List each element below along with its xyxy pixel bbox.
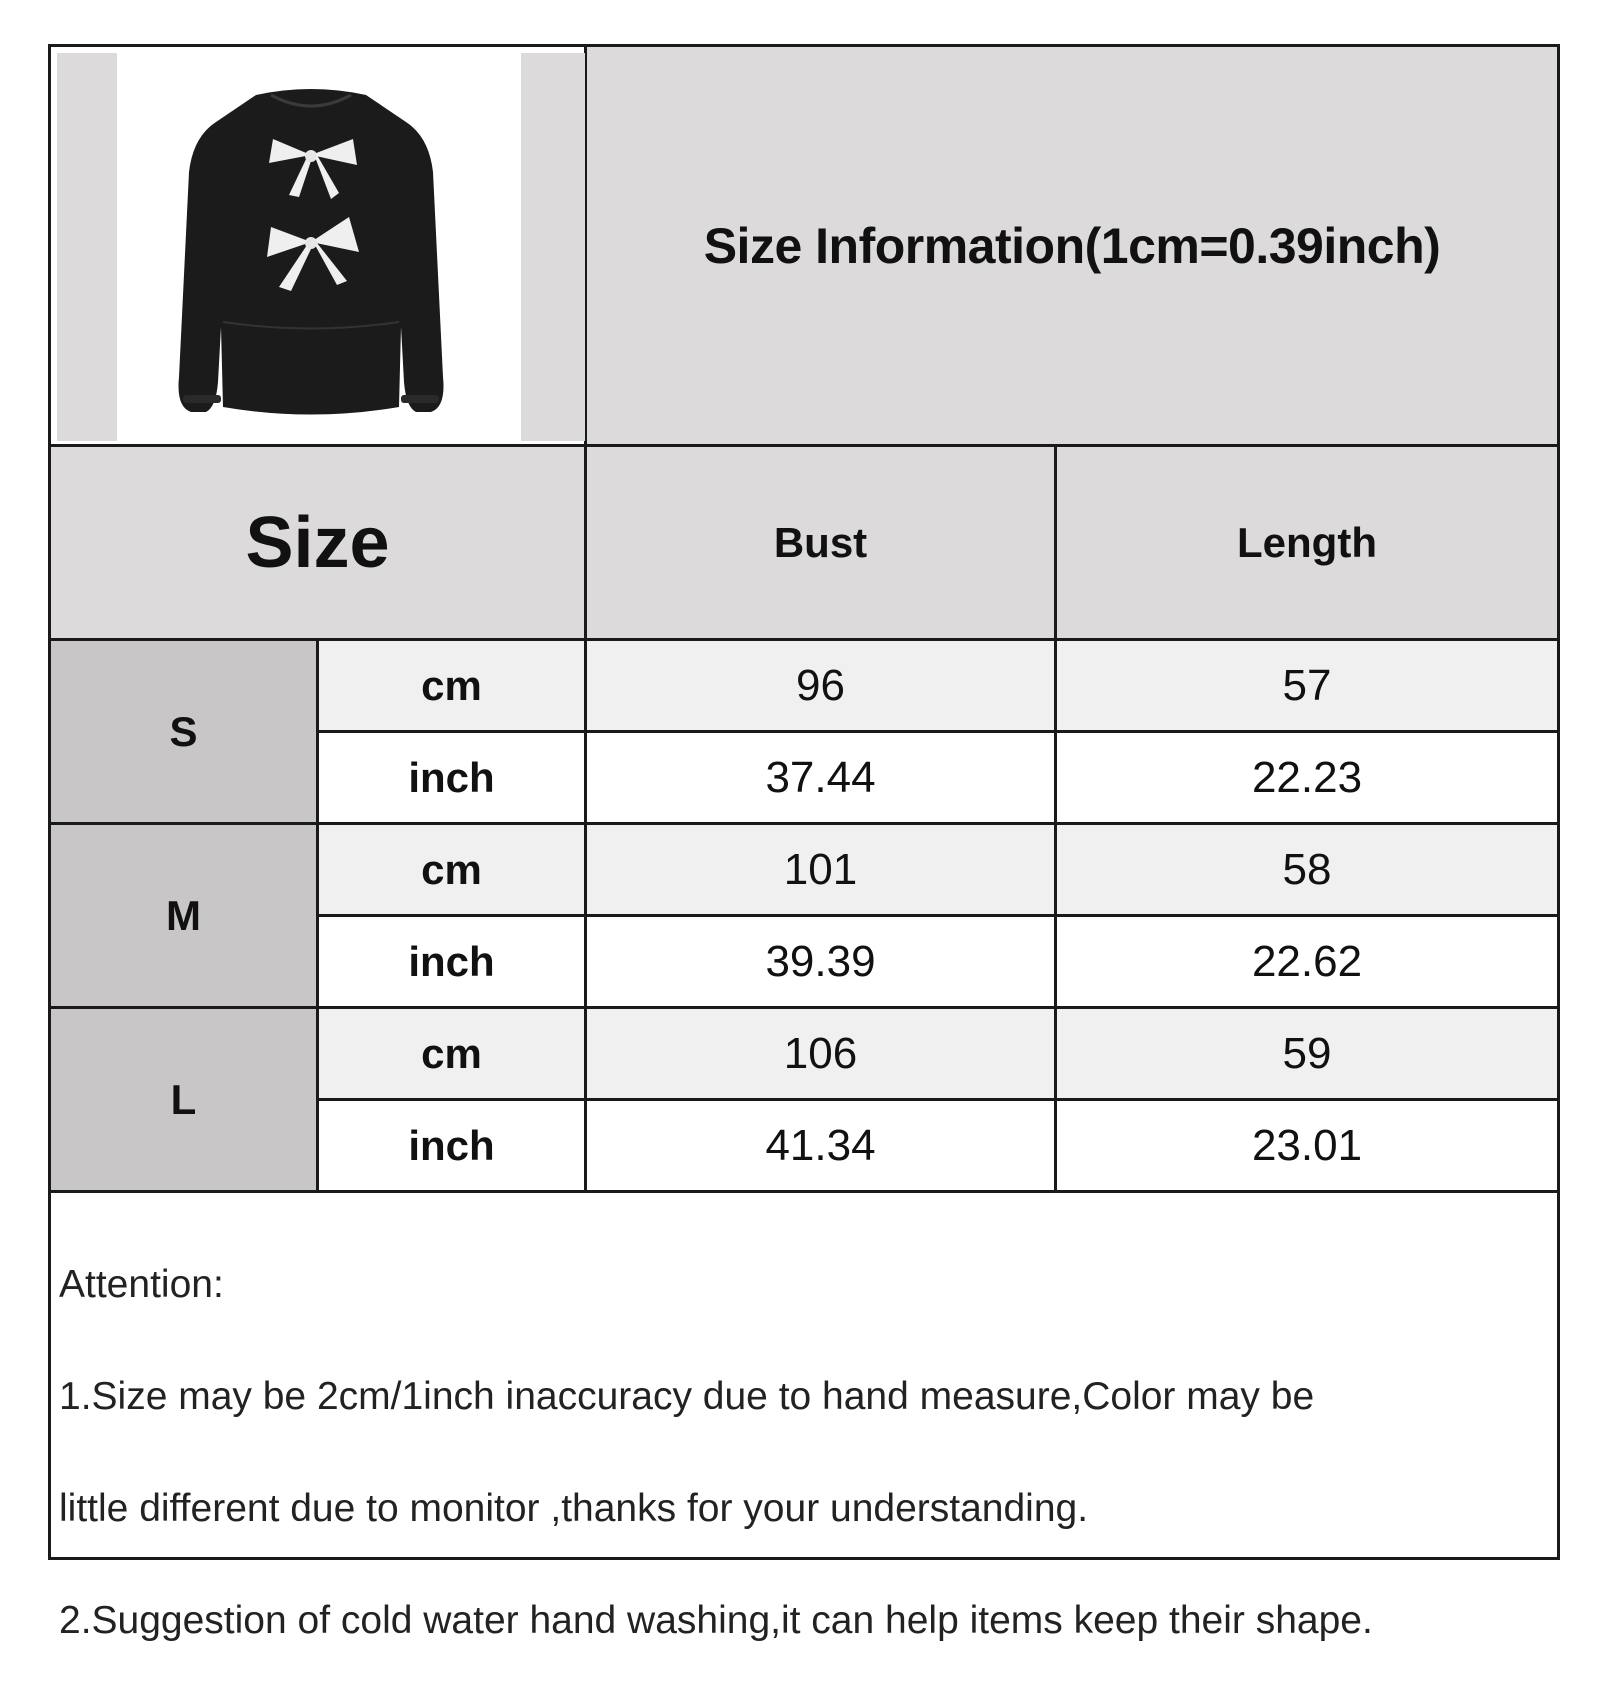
length-header: Length	[1237, 518, 1377, 566]
length-value: 57	[1282, 660, 1332, 710]
bust-value: 39.39	[765, 936, 876, 986]
length-value: 22.23	[1251, 752, 1363, 802]
size-cell-s	[51, 641, 319, 825]
length-value: 58	[1282, 844, 1332, 894]
size-header-cell	[51, 447, 587, 641]
attention-notes	[59, 1201, 1549, 1705]
length-value-cell	[1057, 1009, 1557, 1101]
unit-label: cm	[421, 661, 482, 709]
bust-value-cell	[587, 1101, 1057, 1193]
unit-cell	[319, 733, 587, 825]
length-value-cell	[1057, 641, 1557, 733]
length-value: 23.01	[1251, 1120, 1363, 1170]
title-cell	[587, 47, 1557, 447]
notes-heading: Attention:	[59, 1263, 224, 1306]
bust-header: Bust	[773, 518, 868, 566]
bust-value-cell	[587, 641, 1057, 733]
unit-cell	[319, 1101, 587, 1193]
unit-label: cm	[421, 1029, 482, 1077]
length-value: 22.62	[1251, 936, 1363, 986]
unit-label: inch	[408, 1121, 495, 1169]
bust-value: 37.44	[765, 752, 876, 802]
notes-line: 1.Size may be 2cm/1inch inaccuracy due to hand measure,Color may be	[59, 1375, 1315, 1418]
notes-line: 2.Suggestion of cold water hand washing,it can help items keep their shape.	[59, 1599, 1373, 1642]
size-label: S	[169, 707, 198, 755]
unit-label: cm	[421, 845, 482, 893]
length-value-cell	[1057, 1101, 1557, 1193]
size-label: L	[170, 1075, 197, 1123]
bust-value: 96	[796, 660, 845, 710]
length-value-cell	[1057, 733, 1557, 825]
unit-label: inch	[408, 937, 495, 985]
size-chart	[48, 44, 1560, 1642]
size-cell-l	[51, 1009, 319, 1193]
size-cell-m	[51, 825, 319, 1009]
bust-value: 106	[783, 1028, 858, 1078]
bust-header-cell	[587, 447, 1057, 641]
unit-cell	[319, 1009, 587, 1101]
size-label: M	[166, 891, 201, 939]
unit-label: inch	[408, 753, 495, 801]
blouse-icon	[161, 77, 461, 422]
notes-line: little different due to monitor ,thanks for your understanding.	[59, 1487, 1089, 1530]
bust-value: 101	[783, 844, 858, 894]
bust-value: 41.34	[765, 1120, 876, 1170]
size-header: Size	[245, 502, 390, 583]
unit-cell	[319, 825, 587, 917]
length-value-cell	[1057, 825, 1557, 917]
length-header-cell	[1057, 447, 1557, 641]
bust-value-cell	[587, 917, 1057, 1009]
product-image-cell	[51, 47, 587, 447]
length-value: 59	[1282, 1028, 1332, 1078]
bust-value-cell	[587, 825, 1057, 917]
length-value-cell	[1057, 917, 1557, 1009]
unit-cell	[319, 917, 587, 1009]
unit-cell	[319, 641, 587, 733]
bust-value-cell	[587, 1009, 1057, 1101]
bust-value-cell	[587, 733, 1057, 825]
page-title: Size Information(1cm=0.39inch)	[703, 217, 1441, 274]
